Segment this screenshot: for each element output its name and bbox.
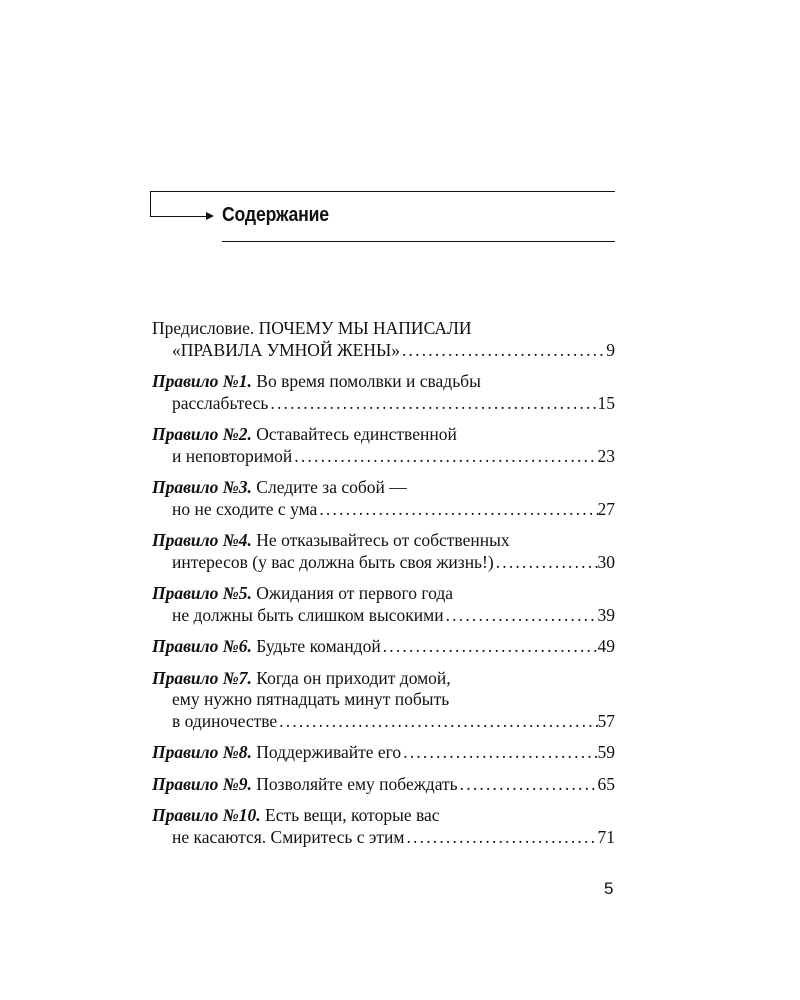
toc-entry-text: Правило №4. Не отказывайтесь от собственных bbox=[152, 530, 510, 550]
rule-label: Правило №2. bbox=[152, 424, 252, 444]
toc-page-number: 71 bbox=[597, 826, 615, 847]
page-title: Содержание bbox=[222, 203, 329, 226]
toc-entry-rule-3[interactable] bbox=[152, 477, 615, 520]
toc-entry-rule-5[interactable] bbox=[152, 583, 615, 626]
rule-label: Правило №5. bbox=[152, 583, 252, 603]
toc-entry-text: Правило №2. Оставайтесь единственной bbox=[152, 424, 457, 444]
arrow-right-icon bbox=[206, 212, 214, 220]
toc-page-number: 59 bbox=[597, 742, 615, 762]
toc-entry-leader-line: «ПРАВИЛА УМНОЙ ЖЕНЫ» ..... 9 bbox=[152, 340, 615, 362]
dot-leader bbox=[444, 605, 598, 627]
rule-label: Правило №1. bbox=[152, 371, 252, 391]
toc-page-number: 65 bbox=[597, 773, 615, 794]
toc-entry-text: Правило №10. Есть вещи, которые вас bbox=[152, 805, 440, 825]
toc-entry-leader-line: Правило №9. Позволяйте ему побеждать ..... 65 bbox=[152, 774, 615, 796]
toc-page-number: 30 bbox=[597, 551, 615, 572]
toc-entry-rule-10[interactable] bbox=[152, 805, 615, 848]
toc-entry-text: Правило №3. Следите за собой — bbox=[152, 477, 407, 497]
dot-leader bbox=[381, 636, 598, 658]
toc-entry-leader-line: Правило №8. Поддерживайте его ..... 59 bbox=[152, 742, 615, 764]
toc-entry-rule-4[interactable] bbox=[152, 530, 615, 573]
rule-label: Правило №8. bbox=[152, 742, 252, 762]
toc-page-number: 9 bbox=[606, 339, 615, 360]
toc-entry-rule-8[interactable] bbox=[152, 742, 615, 764]
toc-page-number: 39 bbox=[597, 604, 615, 625]
page-number: 5 bbox=[604, 879, 614, 898]
rule-label: Правило №6. bbox=[152, 636, 252, 656]
toc-entry-text: Предисловие. ПОЧЕМУ МЫ НАПИСАЛИ bbox=[152, 318, 472, 338]
toc-entry-rule-7[interactable] bbox=[152, 668, 615, 733]
toc-entry-preface[interactable] bbox=[152, 318, 615, 361]
toc-page-number: 57 bbox=[597, 710, 615, 731]
title-underline bbox=[222, 241, 615, 242]
toc-entry-leader-line: Правило №6. Будьте командой ..... 49 bbox=[152, 636, 615, 658]
toc-entry-leader-line: расслабьтесь ..... 15 bbox=[152, 393, 615, 415]
dot-leader bbox=[404, 827, 597, 849]
header-frame-top-line bbox=[150, 191, 615, 192]
rule-label: Правило №4. bbox=[152, 530, 252, 550]
toc-page-number: 23 bbox=[597, 445, 615, 466]
dot-leader bbox=[458, 774, 598, 796]
toc-entry-leader-line: не должны быть слишком высокими ..... 39 bbox=[152, 605, 615, 627]
toc-entry-rule-1[interactable] bbox=[152, 371, 615, 414]
dot-leader bbox=[292, 446, 597, 468]
dot-leader bbox=[494, 552, 598, 574]
toc-page-number: 15 bbox=[597, 392, 615, 413]
dot-leader bbox=[317, 499, 597, 521]
header-frame-left-line bbox=[150, 191, 151, 217]
toc-entry-rule-2[interactable] bbox=[152, 424, 615, 467]
toc-entry-text: Правило №1. Во время помолвки и свадьбы bbox=[152, 371, 481, 391]
rule-label: Правило №9. bbox=[152, 773, 252, 794]
dot-leader bbox=[400, 340, 606, 362]
toc-page-number: 27 bbox=[597, 498, 615, 519]
dot-leader bbox=[401, 742, 597, 764]
header-arrow-line bbox=[150, 216, 207, 217]
toc-entry-leader-line: и неповторимой ..... 23 bbox=[152, 446, 615, 468]
toc-entry-text: Правило №5. Ожидания от первого года bbox=[152, 583, 454, 603]
rule-label: Правило №3. bbox=[152, 477, 252, 497]
toc-entry-leader-line: интересов (у вас должна быть своя жизнь!) ..... 30 bbox=[152, 552, 615, 574]
table-of-contents bbox=[152, 318, 615, 858]
toc-entry-text: ему нужно пятнадцать минут побыть bbox=[172, 689, 450, 709]
toc-entry-rule-6[interactable] bbox=[152, 636, 615, 658]
toc-entry-rule-9[interactable] bbox=[152, 774, 615, 796]
toc-entry-leader-line: но не сходите с ума ..... 27 bbox=[152, 499, 615, 521]
toc-entry-leader-line: не касаются. Смиритесь с этим ..... 71 bbox=[152, 827, 615, 849]
rule-label: Правило №7. bbox=[152, 667, 252, 688]
rule-label: Правило №10. bbox=[152, 805, 261, 825]
dot-leader bbox=[277, 711, 597, 733]
toc-entry-text: Правило №7. Когда он приходит домой, bbox=[152, 667, 451, 688]
dot-leader bbox=[268, 393, 597, 415]
toc-entry-leader-line: в одиночестве ..... 57 bbox=[152, 711, 615, 733]
toc-page-number: 49 bbox=[597, 636, 615, 656]
